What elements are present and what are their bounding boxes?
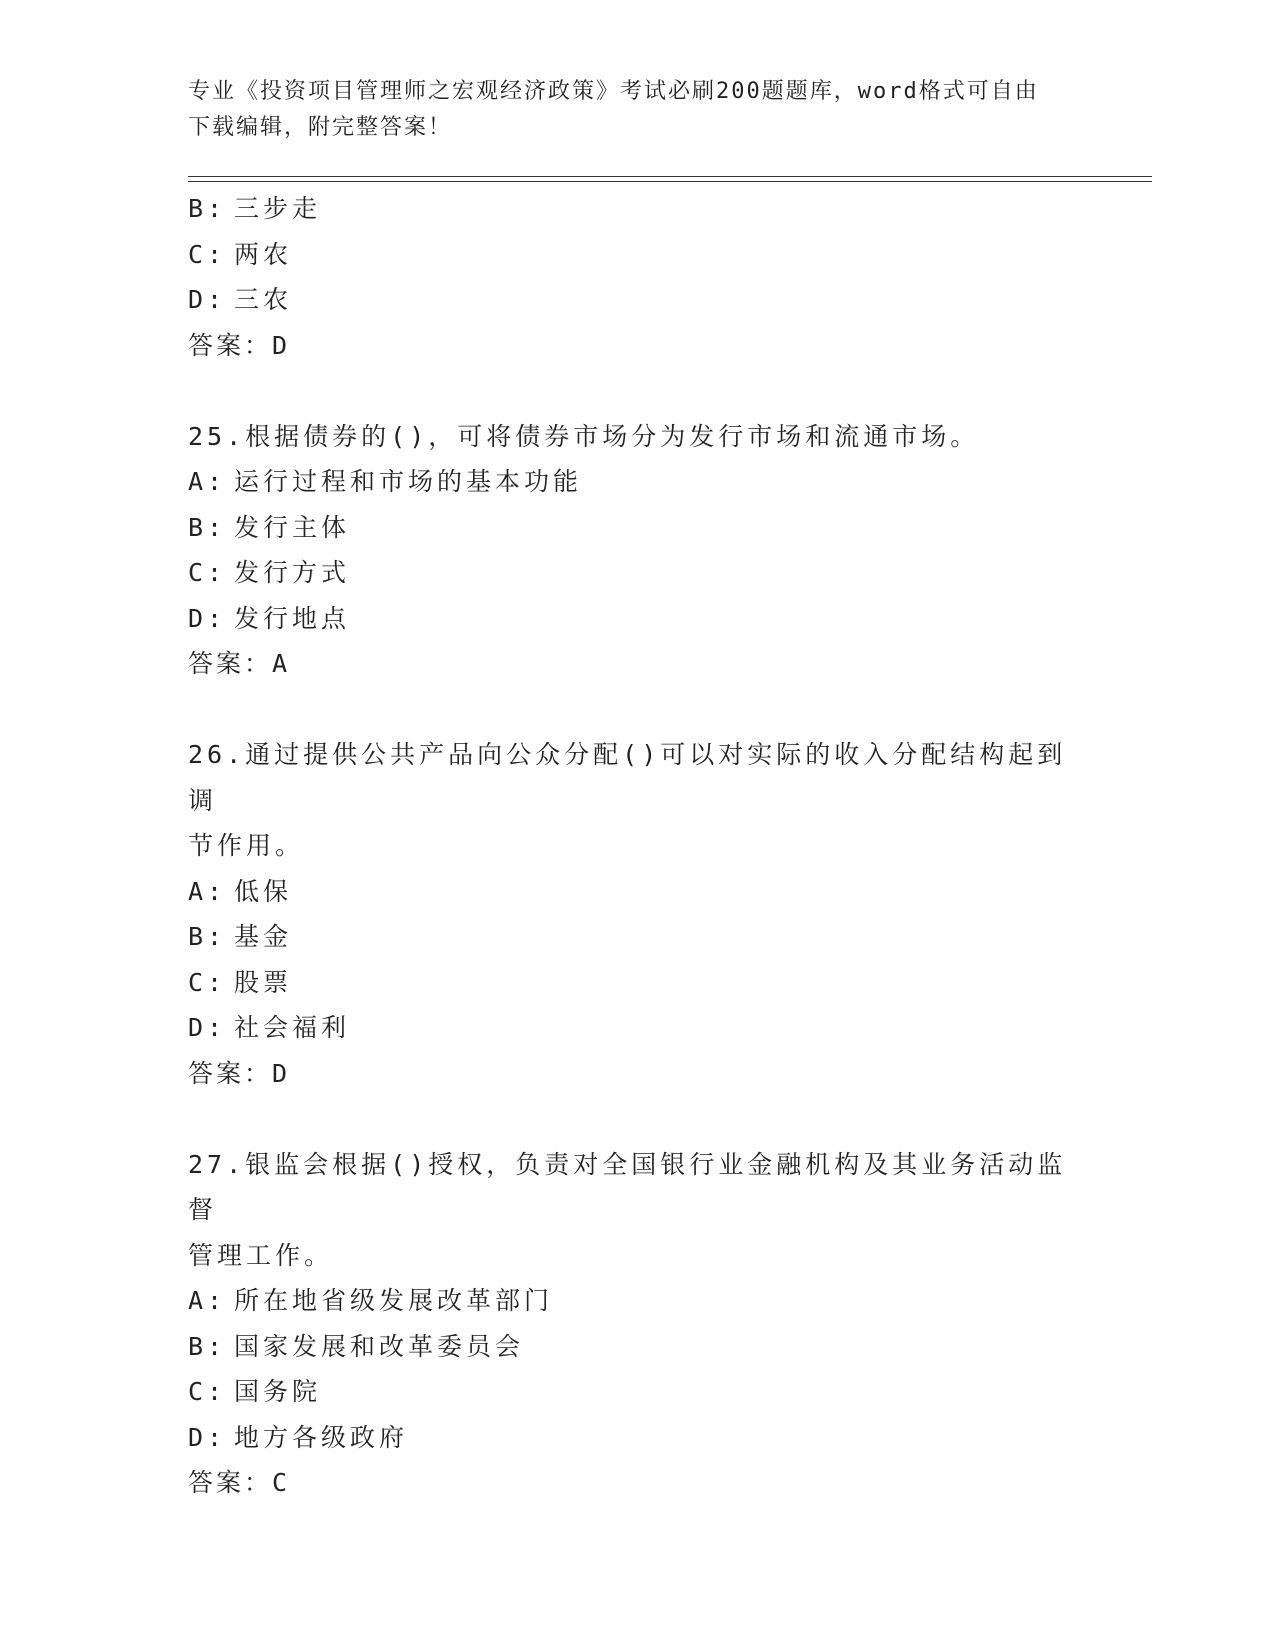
option-key: C: — [188, 558, 227, 587]
option-a — [188, 1278, 1088, 1324]
question-25 — [188, 414, 1088, 687]
option-d — [188, 1415, 1088, 1461]
option-a — [188, 869, 1088, 915]
option-a — [188, 459, 1088, 505]
answer-label: 答案： — [188, 1058, 273, 1088]
question-stem-continuation — [188, 1233, 1088, 1279]
option-key: B: — [188, 194, 227, 223]
option-key: B: — [188, 922, 227, 951]
question-number: 25. — [188, 421, 246, 451]
question-stem — [188, 732, 1088, 823]
question-stem-continuation — [188, 823, 1088, 869]
spacer — [188, 368, 1088, 414]
question-stem-line-2: 节作用。 — [188, 831, 305, 860]
header-divider-bottom — [188, 181, 1152, 182]
option-b — [188, 186, 1088, 232]
option-d — [188, 277, 1088, 323]
answer-value: C — [272, 1468, 291, 1497]
spacer — [188, 1096, 1088, 1142]
question-stem — [188, 414, 1088, 460]
option-key: C: — [188, 1377, 227, 1406]
option-text: 股票 — [234, 967, 293, 997]
option-text: 基金 — [234, 922, 293, 951]
option-text: 低保 — [234, 876, 293, 906]
answer-label: 答案： — [188, 1468, 273, 1497]
question-stem-line-2: 管理工作。 — [188, 1240, 334, 1270]
question-27 — [188, 1142, 1088, 1506]
option-key: D: — [188, 1013, 227, 1042]
option-b — [188, 505, 1088, 551]
option-key: A: — [188, 467, 227, 496]
question-number: 27. — [188, 1149, 246, 1179]
option-text: 所在地省级发展改革部门 — [234, 1286, 554, 1315]
option-c — [188, 232, 1088, 278]
option-c — [188, 550, 1088, 596]
answer-label: 答案： — [188, 330, 273, 360]
option-key: B: — [188, 512, 227, 542]
answer-value: A — [272, 649, 291, 678]
option-key: B: — [188, 1331, 227, 1361]
option-text: 发行主体 — [234, 512, 351, 542]
question-number: 26. — [188, 740, 246, 769]
option-key: A: — [188, 876, 227, 906]
option-key: C: — [188, 239, 227, 269]
option-text: 运行过程和市场的基本功能 — [234, 467, 583, 496]
option-key: D: — [188, 603, 227, 633]
answer-label: 答案： — [188, 649, 273, 678]
answer-line — [188, 323, 1088, 369]
option-b — [188, 914, 1088, 960]
option-text: 发行方式 — [234, 558, 351, 587]
question-stem-line-1: 根据债券的()，可将债券市场分为发行市场和流通市场。 — [245, 421, 980, 451]
question-stem-line-1: 银监会根据()授权，负责对全国银行业金融机构及其业务活动监督 — [188, 1149, 1067, 1224]
question-26 — [188, 732, 1088, 1096]
option-key: D: — [188, 1422, 227, 1452]
document-header — [188, 74, 1088, 146]
answer-value: D — [272, 330, 291, 360]
answer-line — [188, 641, 1088, 687]
option-d — [188, 1005, 1088, 1051]
option-text: 三步走 — [234, 194, 322, 223]
option-key: D: — [188, 285, 227, 314]
option-text: 国家发展和改革委员会 — [234, 1331, 525, 1361]
question-stem-line-1: 通过提供公共产品向公众分配()可以对实际的收入分配结构起到调 — [188, 740, 1067, 815]
header-title-line-1: 专业《投资项目管理师之宏观经济政策》考试必刷200题题库，word格式可自由 — [188, 79, 1039, 104]
option-text: 三农 — [234, 285, 293, 314]
question-24-continued — [188, 186, 1088, 368]
spacer — [188, 687, 1088, 733]
option-text: 国务院 — [234, 1377, 322, 1406]
option-d — [188, 596, 1088, 642]
answer-line — [188, 1051, 1088, 1097]
header-title-line-2: 下载编辑，附完整答案！ — [188, 115, 453, 140]
option-text: 发行地点 — [234, 603, 351, 633]
option-key: C: — [188, 967, 227, 997]
answer-value: D — [272, 1058, 291, 1088]
answer-line — [188, 1460, 1088, 1506]
option-c — [188, 960, 1088, 1006]
option-text: 两农 — [234, 239, 293, 269]
option-key: A: — [188, 1286, 227, 1315]
question-stem — [188, 1142, 1088, 1233]
question-list — [188, 186, 1088, 1506]
header-divider-top — [188, 176, 1152, 177]
option-b — [188, 1324, 1088, 1370]
option-text: 地方各级政府 — [234, 1422, 409, 1452]
option-c — [188, 1369, 1088, 1415]
option-text: 社会福利 — [234, 1013, 351, 1042]
